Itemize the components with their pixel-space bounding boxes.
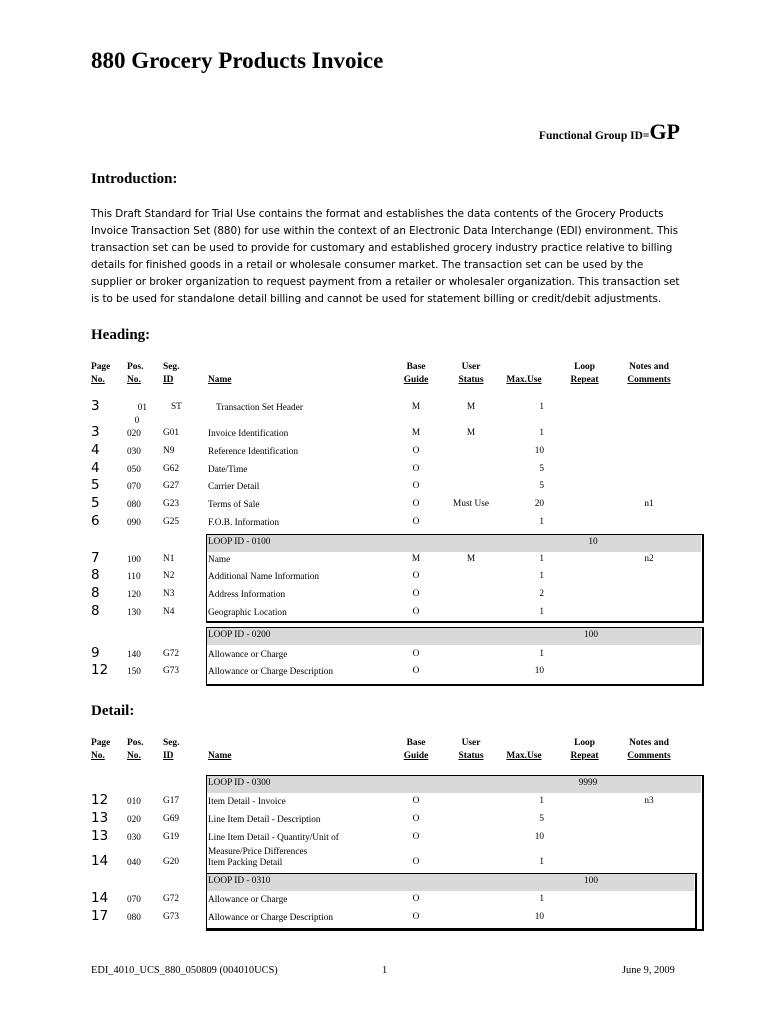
- heading-row-base: O: [412, 499, 420, 509]
- loop-0310-row-pos-line: 070: [127, 895, 141, 905]
- loop-0200-row-seg: G73: [163, 666, 180, 676]
- heading-row-user: M: [466, 428, 476, 438]
- loop-0310-row-name-line: Allowance or Charge: [208, 895, 288, 905]
- heading-row-pos: [127, 499, 147, 512]
- detail-col-notes-line: Comments: [627, 751, 671, 761]
- heading-col-user-line: User: [461, 362, 481, 372]
- loop-0300-row-name: [208, 832, 339, 859]
- heading-row-pos-line: 090: [127, 518, 141, 528]
- loop-0100-row-pos: [127, 571, 147, 584]
- loop-0300-row-name-line: Line Item Detail - Description: [208, 815, 321, 825]
- detail-col-pos-line: No.: [127, 751, 141, 761]
- loop-0310-bar: [207, 874, 694, 891]
- loop-0100-label: LOOP ID - 0100: [208, 537, 271, 547]
- loop-0200-row-pos-line: 150: [127, 667, 141, 677]
- detail-col-loop: [562, 737, 607, 763]
- heading-row-pos: [127, 517, 147, 530]
- heading-col-page: [91, 361, 131, 387]
- heading-row-seg: ST: [171, 402, 182, 412]
- loop-0310-row-name: [208, 894, 287, 908]
- loop-0200-bar: [207, 628, 701, 645]
- heading-row-name-line: Reference Identification: [208, 447, 299, 457]
- loop-0200-label: LOOP ID - 0200: [208, 630, 271, 640]
- loop-0300-row-page: 13: [91, 828, 109, 844]
- loop-0300-row-name: [208, 814, 321, 828]
- heading-col-page-line: No.: [91, 375, 105, 385]
- heading-row-seg: G25: [163, 517, 180, 527]
- loop-0100-row-name: [208, 589, 285, 603]
- heading-row-pos-line: 01: [137, 403, 147, 413]
- heading-row-base: O: [412, 464, 420, 474]
- loop-0100-row-seg: N3: [163, 589, 175, 599]
- heading-row-name-line: Invoice Identification: [208, 429, 289, 439]
- loop-0200-row-name: [208, 649, 287, 663]
- detail-col-user-line: User: [461, 738, 481, 748]
- heading-row-name-line: Transaction Set Header: [216, 403, 303, 413]
- loop-0300-row-seg: G19: [163, 832, 180, 842]
- loop-0300-row-max: 5: [539, 814, 544, 824]
- loop-0200-row-pos-line: 140: [127, 650, 141, 660]
- loop-0100-row-base: O: [412, 589, 420, 599]
- heading-row-name-line: F.O.B. Information: [208, 518, 280, 528]
- heading-col-base: [396, 361, 436, 387]
- loop-0300-row-pos: [127, 796, 147, 809]
- loop-0200-repeat: 100: [584, 630, 598, 640]
- heading-col-name-line: Name: [208, 375, 232, 385]
- loop-0100-row-pos-line: 100: [127, 555, 141, 565]
- loop-0200-row-page: 9: [91, 645, 100, 661]
- loop-0100-row-seg: N2: [163, 571, 175, 581]
- footer-page-number: 1: [382, 965, 388, 976]
- footer-date: June 9, 2009: [622, 965, 675, 976]
- heading-row-name: [208, 464, 247, 478]
- loop-0310-row-max: 1: [539, 894, 544, 904]
- loop-0310-row-name: [208, 912, 333, 926]
- loop-0300-row-page: 12: [91, 792, 109, 808]
- loop-0100-repeat: 10: [588, 537, 598, 547]
- loop-0100-row-name-line: Geographic Location: [208, 608, 287, 618]
- loop-0100-bar: [207, 535, 701, 552]
- detail-col-name-line: [208, 737, 388, 750]
- introduction-body: This Draft Standard for Trial Use contains the format and establishes the data contents of the Grocery Products Invoice Transaction Set (880) for use within the context of an Electronic Data Interchange (EDI) environment. This transaction set can be used to provide for customary and established grocery industry practice relative to billing details for finished goods in a retail or wholesale consumer market. The transaction set can be used by the supplier or broker organization to request payment from a retailer or wholesaler organization. This transaction set is to be used for standalone detail billing and cannot be used for statement billing or credit/debit adjustments.: [91, 208, 680, 306]
- heading-col-pos-line: No.: [127, 375, 141, 385]
- heading-row-base: O: [412, 517, 420, 527]
- functional-group-label: Functional Group ID=: [538, 130, 650, 142]
- loop-0300-row-pos: [127, 832, 147, 845]
- heading-row-pos-line: 080: [127, 500, 141, 510]
- heading-col-base-line: Guide: [403, 375, 429, 385]
- loop-0100-row-user: M: [466, 554, 476, 564]
- heading-row-name-line: Terms of Sale: [208, 500, 260, 510]
- heading-row-seg: G23: [163, 499, 180, 509]
- heading-col-user: [446, 361, 496, 387]
- heading-row-name-line: Date/Time: [208, 465, 248, 475]
- loop-0100-row-base: O: [412, 571, 420, 581]
- loop-0300-row-base: O: [412, 857, 420, 867]
- loop-0300-row-name-line: Item Packing Detail: [208, 858, 283, 868]
- detail-col-user-line: Status: [458, 751, 484, 761]
- loop-0100-row-name-line: Address Information: [208, 590, 286, 600]
- detail-col-max-line: [504, 737, 544, 750]
- loop-0100-row-name: [208, 554, 230, 568]
- loop-0300-row-base: O: [412, 796, 420, 806]
- heading-row-name-line: Carrier Detail: [208, 482, 260, 492]
- loop-0200-row-name-line: Allowance or Charge: [208, 650, 288, 660]
- heading-row-pos-line: 0: [134, 416, 140, 426]
- heading-row-max: 5: [539, 481, 544, 491]
- loop-0310-row-pos-line: 080: [127, 913, 141, 923]
- loop-0300-row-seg: G69: [163, 814, 180, 824]
- heading-row-page: 4: [91, 460, 100, 476]
- heading-col-name-line: [208, 361, 388, 374]
- heading-row-page: 5: [91, 477, 100, 493]
- heading-col-loop: [562, 361, 607, 387]
- heading-section-title: Heading:: [91, 327, 151, 343]
- loop-0300-row-seg: G20: [163, 857, 180, 867]
- loop-0310-label: LOOP ID - 0310: [208, 876, 271, 886]
- detail-col-user: [446, 737, 496, 763]
- heading-row-page: 6: [91, 513, 100, 529]
- heading-col-seg-line: Seg.: [163, 362, 180, 372]
- loop-0100-row-name-line: Name: [208, 555, 231, 565]
- loop-0100-row-pos-line: 130: [127, 608, 141, 618]
- loop-0310-row-pos: [127, 912, 147, 925]
- loop-0300-row-pos-line: 010: [127, 797, 141, 807]
- heading-col-loop-line: Repeat: [570, 375, 599, 385]
- detail-col-name-line: Name: [208, 751, 232, 761]
- heading-row-max: 10: [534, 446, 544, 456]
- heading-row-user: M: [466, 402, 476, 412]
- detail-section-title: Detail:: [91, 703, 135, 719]
- detail-col-name: [208, 737, 388, 763]
- loop-0310-row-max: 10: [534, 912, 544, 922]
- loop-0100-row-name: [208, 607, 287, 621]
- loop-0300-row-page: 13: [91, 810, 109, 826]
- heading-row-max: 1: [539, 428, 544, 438]
- loop-0300-row-name-line: Item Detail - Invoice: [208, 797, 286, 807]
- heading-row-pos: [127, 446, 147, 459]
- heading-col-max: [504, 361, 544, 387]
- loop-0100-row-max: 1: [539, 554, 544, 564]
- heading-row-base: O: [412, 481, 420, 491]
- heading-row-pos-line: 020: [127, 429, 141, 439]
- heading-col-notes: [620, 361, 678, 387]
- detail-col-page-line: No.: [91, 751, 105, 761]
- loop-0300-row-name-line: Measure/Price Differences: [208, 846, 308, 857]
- loop-0100-row-max: 2: [539, 589, 544, 599]
- loop-0300-row-max: 1: [539, 796, 544, 806]
- detail-col-notes: [620, 737, 678, 763]
- heading-row-max: 1: [539, 517, 544, 527]
- loop-0300-bar: [207, 776, 701, 793]
- loop-0310-row-base: O: [412, 894, 420, 904]
- heading-col-notes-line: Notes and: [629, 362, 669, 372]
- detail-col-max-line: Max.Use: [506, 751, 542, 761]
- loop-0310-row-page: 14: [91, 890, 109, 906]
- loop-0100-row-max: 1: [539, 607, 544, 617]
- functional-group-id: [539, 119, 680, 145]
- heading-row-page: 5: [91, 495, 100, 511]
- loop-0310-row-seg: G72: [163, 894, 180, 904]
- loop-0300-row-pos-line: 030: [127, 833, 141, 843]
- heading-row-page: 3: [91, 424, 100, 440]
- loop-0200-row-base: O: [412, 666, 420, 676]
- heading-col-seg: [163, 361, 197, 387]
- loop-0100-row-base: M: [411, 554, 421, 564]
- heading-col-max-line: Max.Use: [506, 375, 542, 385]
- heading-row-name: [208, 446, 298, 460]
- heading-row-page: 4: [91, 442, 100, 458]
- loop-0100-row-pos: [127, 589, 147, 602]
- loop-0300-row-base: O: [412, 832, 420, 842]
- detail-col-max: [504, 737, 544, 763]
- loop-0100-row-pos: [127, 554, 147, 567]
- loop-0310-row-name-line: Allowance or Charge Description: [208, 913, 334, 923]
- detail-col-seg-line: ID: [163, 751, 174, 761]
- detail-col-seg-line: Seg.: [163, 738, 180, 748]
- heading-row-pos: [127, 428, 147, 441]
- heading-col-notes-line: Comments: [627, 375, 671, 385]
- heading-row-name: [216, 402, 303, 416]
- loop-0100-row-pos: [127, 607, 147, 620]
- heading-col-seg-line: ID: [163, 375, 174, 385]
- detail-col-pos: [127, 737, 157, 763]
- heading-row-pos: [127, 464, 147, 477]
- detail-col-pos-line: Pos.: [127, 738, 144, 748]
- loop-0300-row-pos-line: 040: [127, 858, 141, 868]
- heading-row-user: Must Use: [453, 499, 489, 509]
- loop-0100-row-base: O: [412, 607, 420, 617]
- heading-row-pos-line: 030: [127, 447, 141, 457]
- loop-0300-row-name: [208, 796, 286, 810]
- heading-col-user-line: Status: [458, 375, 484, 385]
- loop-0300-row-pos-line: 020: [127, 815, 141, 825]
- loop-0310-row-base: O: [412, 912, 420, 922]
- loop-0200-row-pos: [127, 666, 147, 679]
- loop-0300-row-base: O: [412, 814, 420, 824]
- heading-row-name: [208, 481, 259, 495]
- functional-group-value: GP: [649, 119, 680, 144]
- loop-0300-row-pos: [127, 857, 147, 870]
- detail-col-page: [91, 737, 131, 763]
- loop-0200-row-name-line: Allowance or Charge Description: [208, 667, 334, 677]
- loop-0300-row-max: 1: [539, 857, 544, 867]
- loop-0100-row-page: 7: [91, 550, 100, 566]
- detail-col-base: [396, 737, 436, 763]
- loop-0300-row-name: [208, 857, 282, 871]
- loop-0300-row-seg: G17: [163, 796, 180, 806]
- loop-0100-row-name: [208, 571, 319, 585]
- heading-row-notes: n1: [644, 499, 654, 509]
- heading-row-page: 3: [91, 398, 100, 414]
- heading-row-name: [208, 517, 279, 531]
- heading-col-pos-line: Pos.: [127, 362, 144, 372]
- heading-col-max-line: [504, 361, 544, 374]
- heading-row-pos: [127, 402, 147, 428]
- introduction-heading: Introduction:: [91, 171, 178, 187]
- heading-col-name: [208, 361, 388, 387]
- loop-0300-row-pos: [127, 814, 147, 827]
- detail-col-loop-line: Repeat: [570, 751, 599, 761]
- loop-0200-row-name: [208, 666, 333, 680]
- heading-row-seg: N9: [163, 446, 175, 456]
- detail-col-page-line: Page: [91, 738, 111, 748]
- loop-0310-repeat: 100: [584, 876, 598, 886]
- heading-row-base: O: [412, 446, 420, 456]
- loop-0310-row-seg: G73: [163, 912, 180, 922]
- loop-0300-repeat: 9999: [578, 778, 598, 788]
- heading-row-pos-line: 050: [127, 465, 141, 475]
- loop-0300-row-max: 10: [534, 832, 544, 842]
- heading-col-base-line: Base: [406, 362, 426, 372]
- heading-row-pos: [127, 481, 147, 494]
- heading-row-name: [208, 499, 260, 513]
- heading-col-loop-line: Loop: [574, 362, 595, 372]
- loop-0100-row-seg: N4: [163, 607, 175, 617]
- heading-row-base: M: [411, 428, 421, 438]
- heading-row-base: M: [411, 402, 421, 412]
- loop-0100-row-max: 1: [539, 571, 544, 581]
- loop-0100-row-pos-line: 120: [127, 590, 141, 600]
- detail-col-base-line: Base: [406, 738, 426, 748]
- heading-row-seg: G01: [163, 428, 180, 438]
- loop-0100-row-pos-line: 110: [127, 572, 141, 582]
- heading-col-pos: [127, 361, 157, 387]
- heading-row-max: 1: [539, 402, 544, 412]
- loop-0300-row-notes: n3: [644, 796, 654, 806]
- loop-0300-row-name-line: Line Item Detail - Quantity/Unit of: [208, 833, 339, 843]
- detail-col-base-line: Guide: [403, 751, 429, 761]
- loop-0200-row-max: 1: [539, 649, 544, 659]
- loop-0200-row-base: O: [412, 649, 420, 659]
- detail-col-loop-line: Loop: [574, 738, 595, 748]
- heading-row-name: [208, 428, 288, 442]
- loop-0100-row-notes: n2: [644, 554, 654, 564]
- heading-row-max: 20: [534, 499, 544, 509]
- loop-0310-row-pos: [127, 894, 147, 907]
- footer-document-id: EDI_4010_UCS_880_050809 (004010UCS): [91, 965, 278, 976]
- loop-0200-row-seg: G72: [163, 649, 180, 659]
- heading-row-max: 5: [539, 464, 544, 474]
- loop-0200-row-pos: [127, 649, 147, 662]
- heading-row-seg: G62: [163, 464, 180, 474]
- loop-0310-row-page: 17: [91, 908, 109, 924]
- loop-0300-label: LOOP ID - 0300: [208, 778, 271, 788]
- loop-0100-row-page: 8: [91, 603, 100, 619]
- heading-row-seg: G27: [163, 481, 180, 491]
- loop-0100-row-page: 8: [91, 567, 100, 583]
- heading-col-page-line: Page: [91, 362, 111, 372]
- loop-0200-row-max: 10: [534, 666, 544, 676]
- detail-col-notes-line: Notes and: [629, 738, 669, 748]
- loop-0100-row-seg: N1: [163, 554, 175, 564]
- loop-0100-row-name-line: Additional Name Information: [208, 572, 320, 582]
- document-title: 880 Grocery Products Invoice: [91, 48, 384, 73]
- loop-0100-row-page: 8: [91, 585, 100, 601]
- detail-col-seg: [163, 737, 197, 763]
- loop-0300-row-page: 14: [91, 853, 109, 869]
- loop-0200-row-page: 12: [91, 662, 109, 678]
- heading-row-pos-line: 070: [127, 482, 141, 492]
